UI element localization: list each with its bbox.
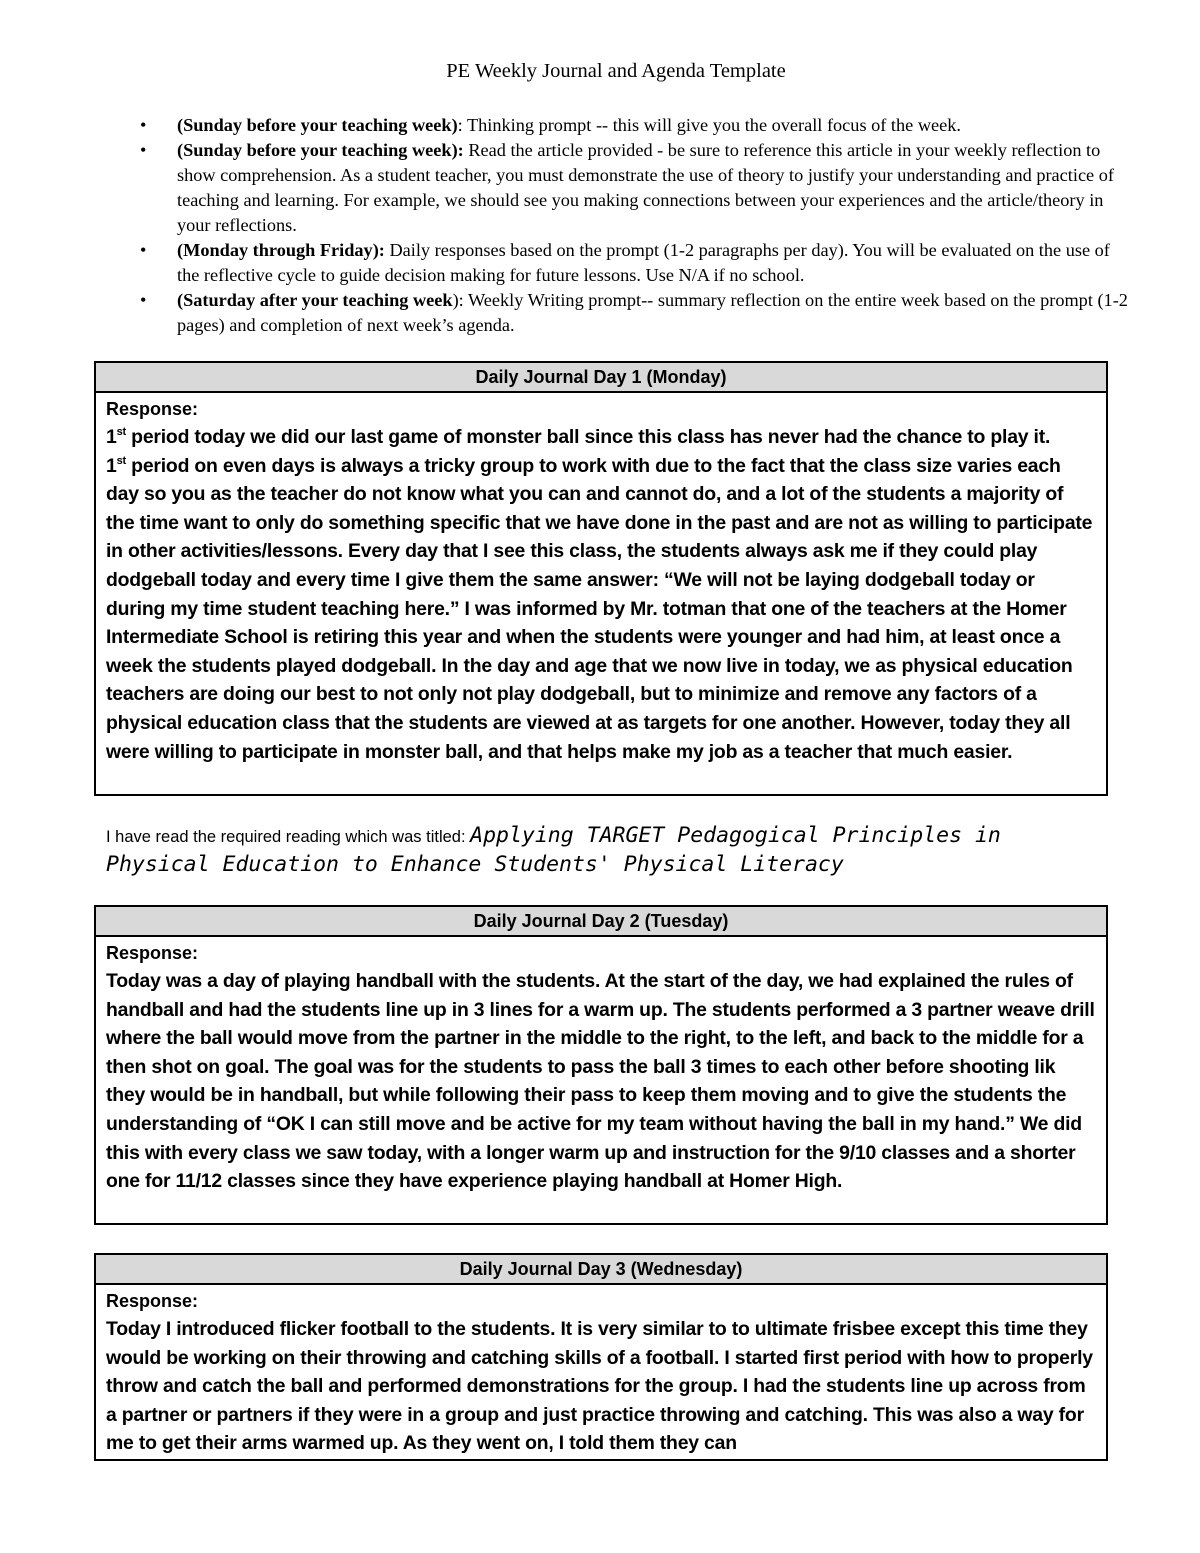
- ordinal-suffix: st: [116, 426, 126, 438]
- response-line-1: period today we did our last game of monster ball since this class has never had the chance to play it.: [125, 426, 1051, 448]
- instruction-text: ): Weekly Writing prompt-- summary reflection on the entire week based on the prompt (1-2 pages) and completion of next week’s agenda.: [177, 290, 1128, 335]
- instruction-item: [140, 238, 1130, 288]
- response-line-2-number: 1: [106, 454, 117, 477]
- journal-day-3: [94, 1253, 1108, 1461]
- reading-title: Applying TARGET Pedagogical Principles in Physical Education to Enhance Students' Physical Literacy: [106, 823, 1001, 877]
- instruction-text: : Thinking prompt -- this will give you the overall focus of the week.: [457, 115, 961, 135]
- journal-day-2: [94, 905, 1108, 1225]
- bullet-icon: •: [140, 115, 147, 135]
- instruction-item: [140, 138, 1130, 238]
- response-text: [106, 423, 1096, 766]
- response-line-1-number: 1: [106, 426, 117, 448]
- ordinal-suffix: st: [116, 454, 126, 467]
- journal-header: Daily Journal Day 3 (Wednesday): [96, 1255, 1106, 1285]
- bullet-icon: •: [140, 240, 147, 260]
- instruction-text: Read the article provided - be sure to reference this article in your weekly reflection to show comprehension. As a student teacher, you must demonstrate the use of theory to justify your understanding and practice of teaching and learning. For example, we should see you making connections between your experiences and the article/theory in your reflections.: [177, 140, 1114, 235]
- journal-header: Daily Journal Day 2 (Tuesday): [96, 907, 1106, 937]
- response-text: Today I introduced flicker football to the students. It is very similar to to ultimate frisbee except this time they would be working on their throwing and catching skills of a football. I started first period with how to properly throw and catch the ball and performed demonstrations for the group. I had the students line up across from a partner or partners if they were in a group and just practice throwing and catching. This was also a way for me to get their arms warmed up. As they went on, I told them they can: [106, 1318, 1093, 1455]
- journal-body: [96, 393, 1106, 766]
- journal-day-1: [94, 361, 1108, 796]
- instruction-item: [140, 288, 1130, 338]
- instruction-text: Daily responses based on the prompt (1-2 paragraphs per day). You will be evaluated on the use of the reflective cycle to guide decision making for future lessons. Use N/A if no school.: [177, 240, 1110, 285]
- response-label: Response:: [106, 399, 199, 419]
- required-reading: [106, 822, 1116, 880]
- bullet-icon: •: [140, 290, 147, 310]
- response-text: Today was a day of playing handball with the students. At the start of the day, we had explained the rules of handball and had the students line up in 3 lines for a warm up. The students performed a 3 partner weave drill where the ball would move from the partner in the middle to the right, to the left, and back to the middle for a then shot on goal. The goal was for the students to pass the ball 3 times to each other before shooting lik they would be in handball, but while following their pass to keep them moving and to give the students the understanding of “OK I can still move and be active for my team without having the ball in my hand.” We did this with every class we saw today, with a longer warm up and instruction for the 9/10 classes and a shorter one for 11/12 classes since they have experience playing handball at Homer High.: [106, 970, 1095, 1193]
- response-line-2: period on even days is always a tricky group to work with due to the fact that the class size varies each day so you as the teacher do not know what you can and cannot do, and a lot of the students a majority of the time want to only do something specific that we have done in the past and are not as willing to participate in other activities/lessons. Every day that I see this class, the students always ask me if they could play dodgeball today and every time I give them the same answer: “We will not be laying dodgeball today or during my time student teaching here.” I was informed by Mr. totman that one of the teachers at the Homer Intermediate School is retiring this year and when the students were younger and had him, at least once a week the students played dodgeball. In the day and age that we now live in today, we as physical education teachers are doing our best to not only not play dodgeball, but to minimize and remove any factors of a physical education class that the students are viewed at as targets for one another. However, today they all were willing to participate in monster ball, and that helps make my job as a teacher that much easier.: [106, 454, 1093, 763]
- instruction-bold: (Sunday before your teaching week):: [177, 140, 464, 160]
- journal-body: [96, 937, 1106, 1196]
- instruction-item: [140, 113, 1130, 138]
- instruction-list: [140, 113, 1130, 338]
- reading-prefix: I have read the required reading which was titled:: [106, 828, 471, 846]
- instruction-bold: (Monday through Friday):: [177, 240, 385, 260]
- bullet-icon: •: [140, 140, 147, 160]
- journal-body: [96, 1285, 1106, 1458]
- instruction-bold: (Sunday before your teaching week): [177, 115, 458, 135]
- instruction-bold: (Saturday after your teaching week: [177, 290, 453, 310]
- response-label: Response:: [106, 943, 199, 963]
- journal-header: Daily Journal Day 1 (Monday): [96, 363, 1106, 393]
- response-label: Response:: [106, 1291, 199, 1311]
- document-title: PE Weekly Journal and Agenda Template: [446, 60, 786, 82]
